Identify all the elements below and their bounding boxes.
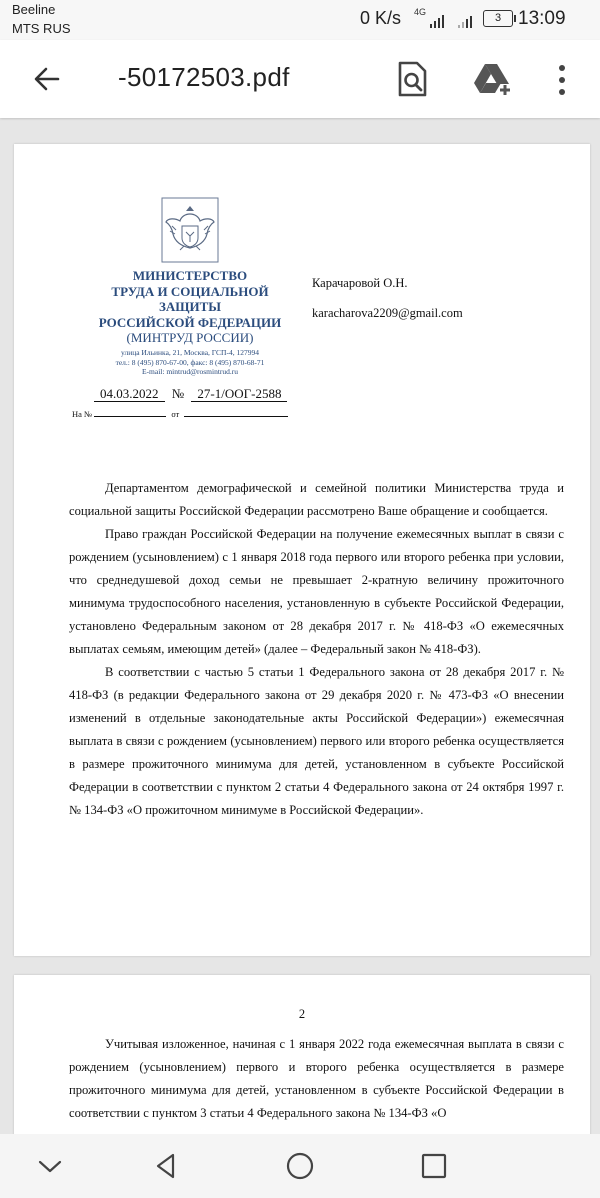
registration-line — [94, 386, 287, 402]
signal-strength-icon — [430, 14, 446, 28]
ref-from-label: от — [171, 409, 180, 419]
ministry-line-1: МИНИСТЕРСТВО — [132, 268, 248, 283]
home-circle-icon[interactable] — [284, 1150, 316, 1182]
address-line: улица Ильинка, 21, Москва, ГСП-4, 127994 — [121, 348, 259, 357]
letter-date: 04.03.2022 — [94, 386, 165, 402]
more-vertical-icon[interactable] — [552, 62, 572, 98]
letter-body — [69, 477, 564, 822]
coat-of-arms-emblem — [160, 196, 220, 264]
signal-strength-icon-2 — [458, 14, 474, 28]
paragraph: Учитывая изложенное, начиная с 1 января 2022 года ежемесячная выплата в связи с рождением (усыновлением) первого и второго ребенка осуществляется в размере прожиточного минимума для детей, установленном в субъекте Российской Федерации в соответствии с пунктом 3 статьи 4 Федерального закона № 134-ФЗ «О — [69, 1037, 564, 1120]
recents-square-icon[interactable] — [418, 1150, 450, 1182]
paragraph: Право граждан Российской Федерации на получение ежемесячных выплат в связи с рождением (усыновлением) с 1 января 2018 года первого или второго ребенка при условии, что среднедушевой доход семьи не превышает 2-кратную величину прожиточного минимума трудоспособного населения, установленную в субъекте Российской Федерации, установлено Федеральным законом от 28 декабря 2017 г. № 418-ФЗ «О ежемесячных выплатах семьям, имеющим детей» (далее – Федеральный закон № 418-ФЗ). — [69, 527, 564, 656]
ministry-address — [80, 348, 300, 377]
ref-label: На № — [72, 409, 93, 419]
arrow-left-icon[interactable] — [30, 62, 64, 96]
carrier-secondary: MTS RUS — [12, 21, 71, 36]
add-to-drive-icon[interactable] — [472, 60, 514, 98]
letter-number: 27-1/ООГ-2588 — [191, 386, 287, 402]
ref-number-blank — [94, 408, 166, 417]
pdf-page-1[interactable] — [14, 144, 590, 956]
paragraph: Департаментом демографической и семейной политики Министерства труда и социальной защиты Российской Федерации рассмотрено Ваше обращение и сообщается. — [69, 481, 564, 518]
letter-body-continued — [69, 1033, 564, 1125]
page-number: 2 — [298, 1007, 306, 1021]
network-speed: 0 K/s — [360, 8, 402, 28]
recipient-email: karacharova2209@gmail.com — [312, 306, 463, 320]
recipient-name: Карачаровой О.Н. — [312, 276, 408, 290]
number-label: № — [171, 386, 185, 401]
document-title: -50172503.pdf — [118, 62, 290, 92]
carrier-primary: Beeline — [12, 2, 56, 17]
system-nav-bar — [0, 1134, 600, 1198]
reference-line — [72, 408, 288, 419]
ministry-name — [80, 268, 300, 346]
ministry-line-4: РОССИЙСКОЙ ФЕДЕРАЦИИ — [98, 314, 282, 330]
email-line: E-mail: mintrud@rosmintrud.ru — [141, 367, 239, 376]
phone-line: тел.: 8 (495) 870-67-00, факс: 8 (495) 870-68-71 — [115, 357, 265, 367]
find-in-document-icon[interactable] — [394, 60, 430, 98]
pdf-page-2[interactable] — [14, 975, 590, 1135]
clock: 13:09 — [518, 8, 566, 29]
paragraph: В соответствии с частью 5 статьи 1 Федерального закона от 28 декабря 2017 г. № 418-ФЗ (в редакции Федерального закона от 29 декабря 2020 г. № 473-ФЗ «О внесении изменений в отдельные законодательные акты Российской Федерации») ежемесячная выплата в связи с рождением (усыновлением) первого или второго ребенка осуществляется в размере прожиточного минимума для детей, установленном в субъекте Российской Федерации в соответствии с пунктом 2 статьи 4 Федерального закона от 24 октября 1997 г. № 134-ФЗ «О прожиточном минимуме в Российской Федерации». — [69, 665, 564, 817]
chevron-down-icon[interactable] — [34, 1150, 66, 1182]
ministry-line-2: ТРУДА И СОЦИАЛЬНОЙ — [111, 283, 269, 299]
battery-icon: 3 — [483, 10, 513, 27]
ref-date-blank — [184, 408, 288, 417]
status-bar — [0, 0, 600, 40]
ministry-line-3: ЗАЩИТЫ — [158, 299, 222, 314]
ministry-short-name: (МИНТРУД РОССИИ) — [126, 330, 254, 345]
back-triangle-icon[interactable] — [150, 1150, 182, 1182]
app-toolbar — [0, 40, 600, 118]
network-type: 4G — [414, 7, 427, 17]
